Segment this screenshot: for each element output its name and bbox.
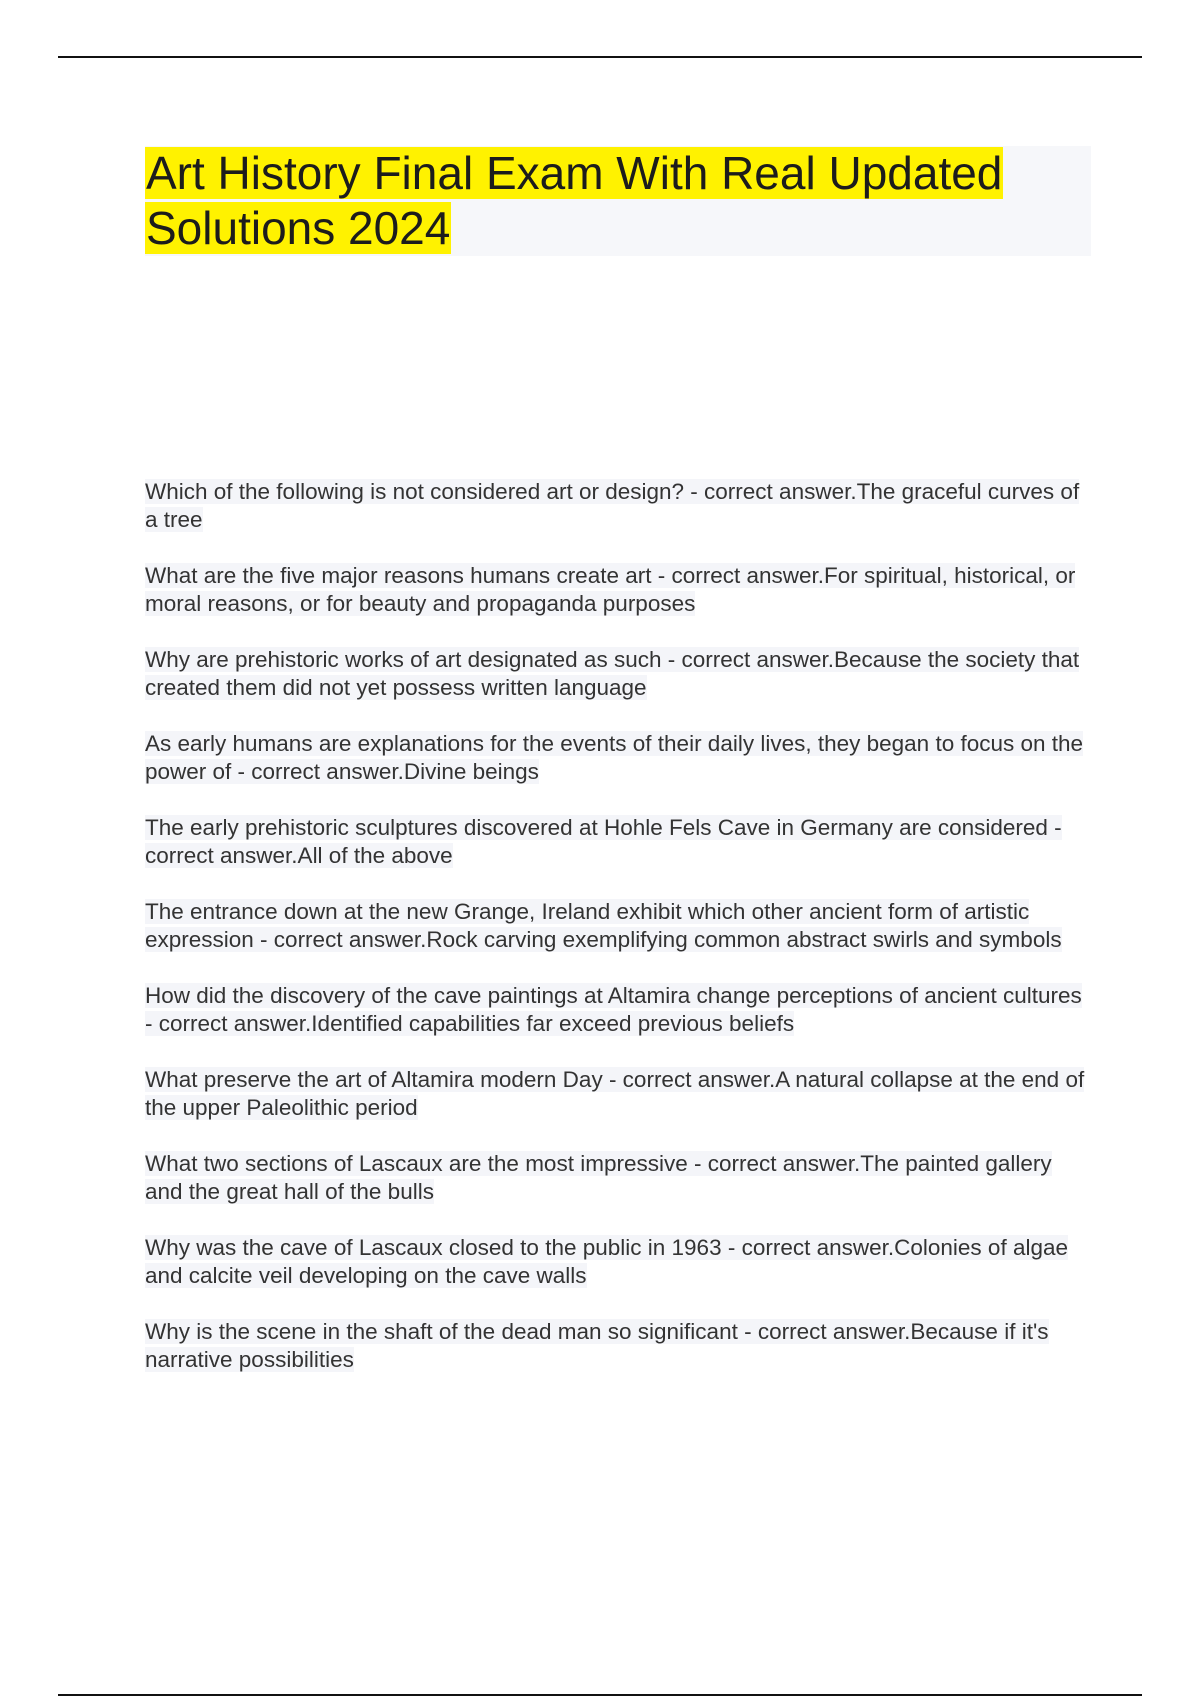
qa-item-text: What two sections of Lascaux are the most impressive - correct answer.The painted gallery and the great hall of the bulls	[145, 1151, 1052, 1204]
qa-item-text: What preserve the art of Altamira modern Day - correct answer.A natural collapse at the end of the upper Paleolithic period	[145, 1067, 1085, 1120]
qa-list	[145, 478, 1091, 1402]
qa-item	[145, 1150, 1091, 1206]
qa-item	[145, 646, 1091, 702]
qa-item-text: How did the discovery of the cave paintings at Altamira change perceptions of ancient cultures - correct answer.Identified capabilities far exceed previous beliefs	[145, 983, 1082, 1036]
qa-item-text: The early prehistoric sculptures discovered at Hohle Fels Cave in Germany are considered - correct answer.All of the above	[145, 815, 1062, 868]
bottom-divider	[58, 1694, 1142, 1696]
title-line-2: Solutions 2024	[146, 202, 451, 254]
qa-item-text: As early humans are explanations for the events of their daily lives, they began to focus on the power of - correct answer.Divine beings	[145, 731, 1084, 784]
qa-item	[145, 898, 1091, 954]
qa-item	[145, 1066, 1091, 1122]
qa-item-text: Why are prehistoric works of art designated as such - correct answer.Because the society that created them did not yet possess written language	[145, 647, 1080, 700]
title-line-1: Art History Final Exam With Real Updated	[146, 147, 1003, 199]
qa-item	[145, 478, 1091, 534]
qa-item	[145, 982, 1091, 1038]
qa-item-text: What are the five major reasons humans create art - correct answer.For spiritual, historical, or moral reasons, or for beauty and propaganda purposes	[145, 563, 1076, 616]
qa-item-text: Which of the following is not considered art or design? - correct answer.The graceful curves of a tree	[145, 479, 1080, 532]
page-title	[145, 146, 1091, 256]
qa-item	[145, 730, 1091, 786]
qa-item	[145, 814, 1091, 870]
qa-item-text: Why was the cave of Lascaux closed to the public in 1963 - correct answer.Colonies of algae and calcite veil developing on the cave walls	[145, 1235, 1069, 1288]
qa-item	[145, 1234, 1091, 1290]
title-block	[145, 146, 1091, 256]
qa-item-text: The entrance down at the new Grange, Ireland exhibit which other ancient form of artistic expression - correct answer.Rock carving exemplifying common abstract swirls and symbols	[145, 899, 1062, 952]
top-divider	[58, 56, 1142, 58]
qa-item	[145, 1318, 1091, 1374]
qa-item-text: Why is the scene in the shaft of the dead man so significant - correct answer.Because if it's narrative possibilities	[145, 1319, 1049, 1372]
qa-item	[145, 562, 1091, 618]
